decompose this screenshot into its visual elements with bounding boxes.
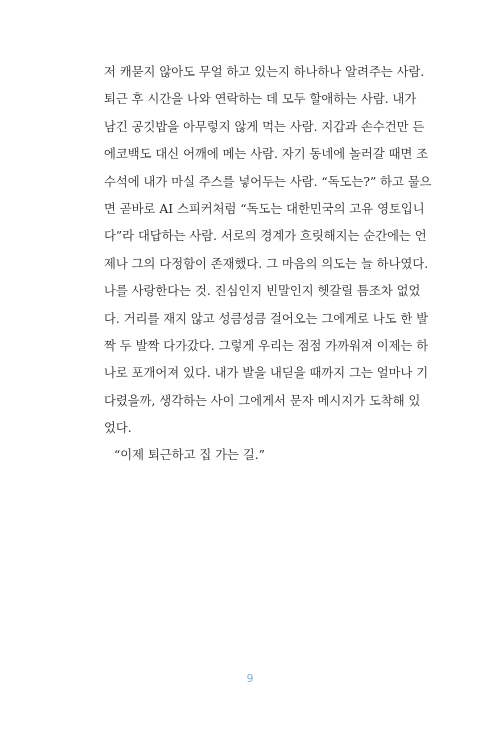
text-line: 었다.	[104, 421, 132, 436]
text-line: 다”라 대답하는 사람. 서로의 경계가 흐릿해지는 순간에는 언	[104, 229, 427, 244]
text-line: 다. 거리를 재지 않고 성큼성큼 걸어오는 그에게로 나도 한 발	[104, 311, 429, 326]
text-line: 면 곧바로 AI 스피커처럼 “독도는 대한민국의 고유 영토입니	[104, 201, 425, 216]
text-line: 퇴근 후 시간을 나와 연락하는 데 모두 할애하는 사람. 내가	[104, 92, 417, 107]
quote-line: “이제 퇴근하고 집 가는 길.”	[114, 448, 265, 463]
text-line: 나를 사랑한다는 것. 진심인지 빈말인지 헷갈릴 틈조차 없었	[104, 284, 421, 299]
text-line: 제나 그의 다정함이 존재했다. 그 마음의 의도는 늘 하나였다.	[104, 256, 429, 271]
page-number: 9	[246, 672, 254, 685]
text-line: 에코백도 대신 어깨에 메는 사람. 자기 동네에 놀러갈 때면 조	[104, 147, 429, 162]
text-line: 짝 두 발짝 다가갔다. 그렇게 우리는 점점 가까워져 이제는 하	[104, 338, 429, 353]
text-line: 남긴 공깃밥을 아무렇지 않게 먹는 사람. 지갑과 손수건만 든	[104, 119, 425, 134]
text-line: 수석에 내가 마실 주스를 넣어두는 사람. “독도는?” 하고 물으	[104, 174, 432, 189]
body-text	[104, 59, 432, 470]
text-line: 저 캐묻지 않아도 무얼 하고 있는지 하나하나 알려주는 사람.	[104, 65, 425, 79]
text-line: 나로 포개어져 있다. 내가 발을 내딛을 때까지 그는 얼마나 기	[104, 366, 429, 381]
text-line: 다렸을까, 생각하는 사이 그에게서 문자 메시지가 도착해 있	[104, 393, 421, 408]
